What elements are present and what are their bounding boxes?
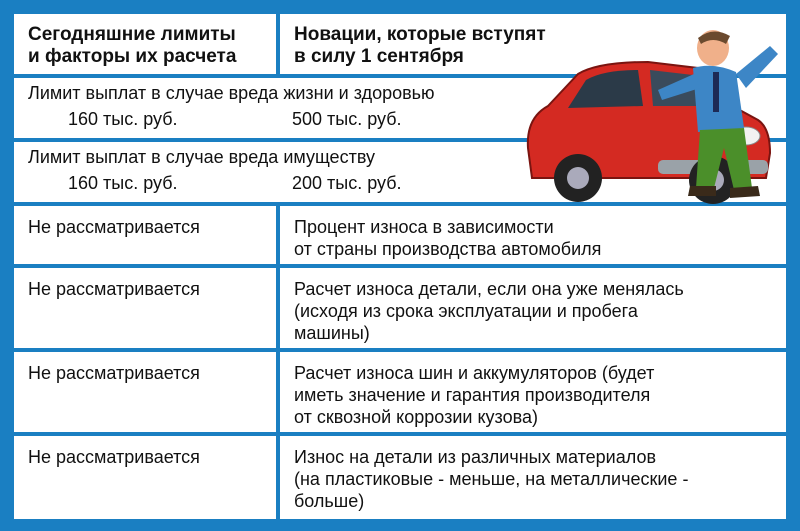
row-innovation-line: от сквозной коррозии кузова) — [294, 407, 538, 427]
header-current-limits — [14, 14, 276, 74]
limit-current-value: 160 тыс. руб. — [68, 109, 178, 129]
row-innovation-line: иметь значение и гарантия производителя — [294, 385, 651, 405]
row-innovation-line: (исходя из срока эксплуатации и пробега — [294, 301, 638, 321]
row-innovation-line: Расчет износа детали, если она уже менялась — [294, 279, 684, 299]
row-innovation — [280, 436, 786, 519]
header-left-line: и факторы их расчета — [28, 46, 237, 67]
row-current: Не рассматривается — [28, 217, 200, 237]
limit-title: Лимит выплат в случае вреда жизни и здоровью — [28, 83, 435, 103]
table-row — [14, 352, 786, 432]
table-row — [14, 268, 786, 348]
car-crash-illustration — [508, 28, 786, 208]
limit-new-value: 200 тыс. руб. — [292, 173, 402, 193]
row-innovation-line: Расчет износа шин и аккумуляторов (будет — [294, 363, 655, 383]
row-innovation — [280, 268, 786, 348]
row-innovation — [280, 206, 786, 264]
row-current: Не рассматривается — [28, 447, 200, 467]
header-right-line: Новации, которые вступят — [294, 24, 546, 45]
row-innovation-line: Процент износа в зависимости — [294, 217, 554, 237]
row-innovation — [280, 352, 786, 432]
row-current: Не рассматривается — [28, 363, 200, 383]
row-innovation-line: машины) — [294, 323, 370, 343]
row-innovation-line: Износ на детали из различных материалов — [294, 447, 657, 467]
limit-title: Лимит выплат в случае вреда имуществу — [28, 147, 375, 167]
row-innovation-line: (на пластиковые - меньше, на металлические - — [294, 469, 689, 489]
limit-new-value: 500 тыс. руб. — [292, 109, 402, 129]
header-right-line: в силу 1 сентября — [294, 46, 464, 67]
table-row — [14, 206, 786, 264]
table-panel — [14, 14, 786, 519]
row-innovation-line: больше) — [294, 491, 365, 511]
limit-current-value: 160 тыс. руб. — [68, 173, 178, 193]
header-left-line: Сегодняшние лимиты — [28, 24, 236, 45]
table-row — [14, 436, 786, 519]
row-innovation-line: от страны производства автомобиля — [294, 239, 602, 259]
row-current: Не рассматривается — [28, 279, 200, 299]
